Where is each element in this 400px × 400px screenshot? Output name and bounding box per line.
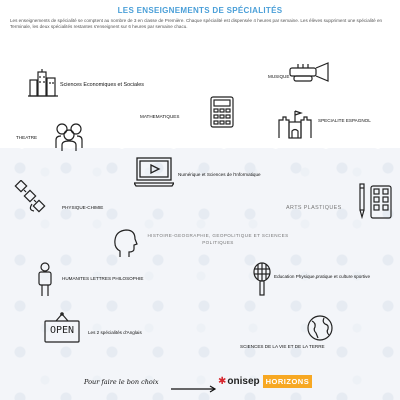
- label-arts: ARTS PLASTIQUES: [286, 205, 342, 211]
- calculator-icon: [210, 96, 234, 128]
- label-espagnol: SPECIALITE ESPAGNOL: [318, 118, 371, 123]
- pencil-icon: [358, 183, 366, 219]
- onisep-horizons-logo[interactable]: [218, 375, 312, 387]
- intro-text: Les enseignements de spécialité se comptent au nombre de 3 en classe de Première. Chaque spécialité est dispensée 4 heures par semaine. Les élèves suppriment une spécialité en Terminale, les deux spécialités restantes s'enseignent sur 6 heures par semaine chacu.: [10, 18, 383, 30]
- palette-icon: [370, 185, 392, 219]
- laptop-play-icon: [134, 156, 174, 188]
- onisep-dot-icon: ✱: [218, 375, 227, 387]
- label-physique: PHYSIQUE-CHIMIE: [62, 205, 104, 210]
- trumpet-icon: [288, 62, 332, 84]
- label-musique: MUSIQUE: [268, 74, 290, 79]
- tennis-racket-icon: [252, 262, 272, 296]
- castle-icon: [277, 108, 313, 140]
- label-ses: Sciences Economiques et Sociales: [60, 82, 144, 88]
- city-icon: [28, 68, 58, 98]
- person-icon: [36, 262, 54, 298]
- page-title: LES ENSEIGNEMENTS DE SPÉCIALITÉS: [117, 6, 283, 15]
- footer-tagline: Pour faire le bon choix: [84, 378, 159, 386]
- label-eps: Education Physique,pratique et culture sportive: [274, 274, 371, 279]
- globe-icon: [306, 314, 334, 342]
- head-icon: [112, 228, 138, 258]
- satellite-icon: [14, 180, 46, 214]
- brand-name: onisep: [227, 375, 260, 387]
- label-anglais: Les 2 spécialités d'Anglais: [88, 330, 142, 335]
- people-icon: [54, 120, 84, 152]
- label-hlp: HUMANITES LETTRES PHILOSOPHIE: [62, 276, 144, 281]
- arrow-icon: [171, 380, 217, 398]
- open-sign-icon: [44, 312, 80, 344]
- label-hggsp: HISTOIRE-GEOGRAPHIE, GEOPOLITIQUE ET SCIENCES POLITIQUES: [147, 233, 289, 245]
- open-sign-text: OPEN: [49, 325, 75, 336]
- label-theatre: THEATRE: [16, 135, 38, 140]
- label-maths: MATHEMATIQUES: [140, 114, 180, 119]
- label-nsi: Numérique et Sciences de l'Informatique: [178, 172, 261, 177]
- label-svt: SCIENCES DE LA VIE ET DE LA TERRE: [240, 344, 325, 349]
- brand-sub: HORIZONS: [263, 375, 313, 388]
